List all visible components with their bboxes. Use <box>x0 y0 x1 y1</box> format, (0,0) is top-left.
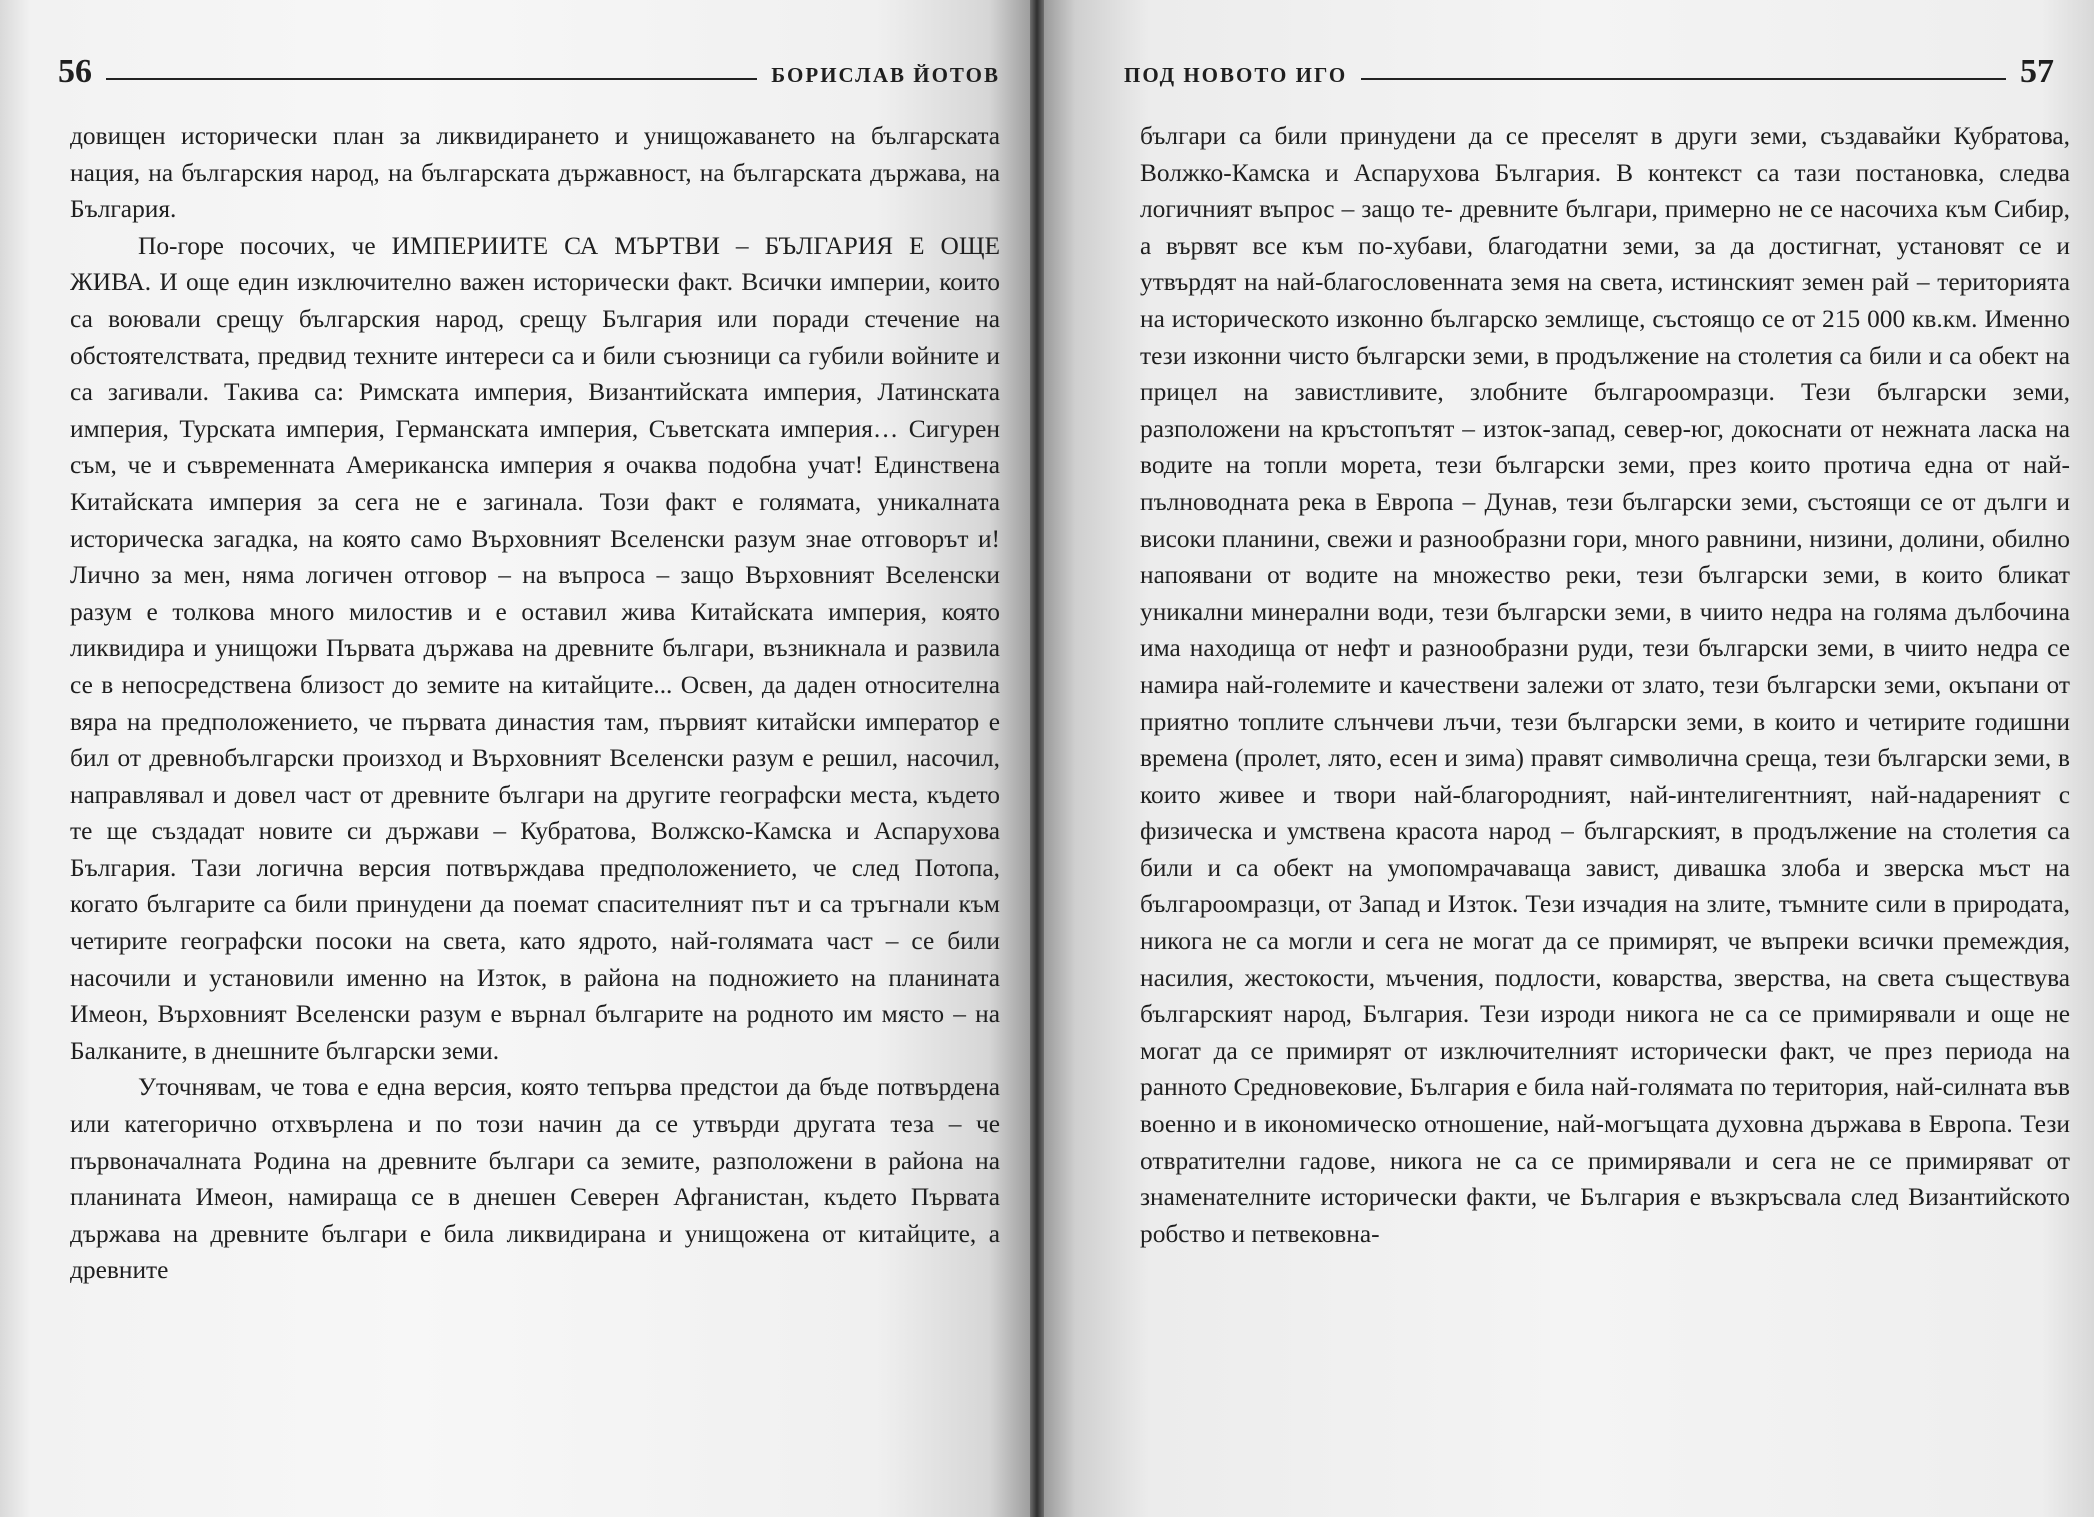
right-page-header <box>1124 52 2054 92</box>
header-rule <box>1361 78 2006 80</box>
running-title-chapter: ПОД НОВОТО ИГО <box>1124 63 1348 87</box>
right-page <box>1044 0 2094 1517</box>
header-rule <box>106 78 757 80</box>
page-number: 57 <box>2020 53 2054 90</box>
page-number: 56 <box>58 53 92 90</box>
paragraph: довищен исторически план за ликвидирането и унищожаването на българската нация, на българския народ, на българската държавност, на българската държава, на България. <box>70 122 1000 224</box>
left-page-header <box>58 52 1000 92</box>
paragraph: Уточнявам, че това е една версия, която тепърва предстои да бъде потвърдена или категорично отхвърлена и по този начин да се утвърди другата теза – че първоначалната Родина на древните българи са земите, разположени в района на планината Имеон, намираща се в днешен Северен Афганистан, където Първата държава на древните българи е била ликвидирана и унищожена от китайците, а древните <box>70 1073 1000 1285</box>
paragraph: българи са били принудени да се преселят в други земи, създавайки Кубратова, Волжко-Камска и Аспарухова България. В контекст са тази постановка, следва логичният въпрос – защо те- древните българи, примерно не се насочиха към Сибир, а вървят все към по-хубави, благодатни земи, за да достигнат, установят се и утвърдят на най-благословенната земя на света, истинският земен рай – територията на историческото изконно българско землище, състоящо се от 215 000 кв.км. Именно тези изконни чисто български земи, в продължение на столетия са били и са обект на прицел на завистливите, злобните българоомразци. Тези български земи, разположени на кръстопътят – изток-запад, север-юг, докоснати от нежната ласка на водите на топли морета, тези български земи, през които протича една от най-пълноводната река в Европа – Дунав, тези български земи, състоящи се от дълги и високи планини, свежи и разнообразни гори, много равнини, низини, долини, обилно напоявани от водите на множество реки, тези български земи, в които бликат уникални минерални води, тези български земи, в чиито недра на голяма дълбочина има находища от нефт и разнообразни руди, тези български земи, в чиито недра се намира най-големите и качествени залежи от злато, тези български земи, окъпани от приятно топлите слънчеви лъчи, тези български земи, в които и четирите годишни времена (пролет, лято, есен и зима) правят символична среща, тези български земи, в които живее и твори най-благородният, най-интелигентният, най-надареният с физическа и умствена красота народ – българският, в продължение на столетия са били и са обект на умопомрачаваща завист, дивашка злоба и зверска мъст на българоомразци, от Запад и Изток. Тези изчадия на злите, тъмните сили в природата, никога не са могли и сега не могат да се примирят, че въпреки всички премеждия, насилия, жестокости, мъчения, подлости, коварства, зверства, на света съществува българският народ, България. Тези изроди никога не са се примирявали и още не могат да се примирят от изключителният исторически факт, че през периода на ранното Средновековие, България е била най-голямата по територия, най-силната във военно и в икономическо отношение, най-могъщата духовна държава в Европа. Тези отвратителни гадове, никога не са се примирявали и сега не се примиряват от знаменателните исторически факти, че България е възкръсвала след Византийското робство и петвековна- <box>1140 122 2070 1248</box>
book-gutter <box>1030 0 1044 1517</box>
paragraph: По-горе посочих, че ИМПЕРИИТЕ СА МЪРТВИ – БЪЛГАРИЯ Е ОЩЕ ЖИВА. И още един изключително важен исторически факт. Всички империи, които са воювали срещу българския народ, срещу България или поради стечение на обстоятелствата, предвид техните интереси са и били съюзници са губили войните и са загивали. Такива са: Римската империя, Византийската империя, Латинската империя, Турската империя, Германската империя, Съветската империя… Сигурен съм, че и съвременната Американска империя я очаква подобна учат! Единствена Китайската империя за сега не е загинала. Този факт е голямата, уникалната историческа загадка, на която само Върховният Вселенски разум знае отговорът и! Лично за мен, няма логичен отговор – на въпроса – защо Върховният Вселенски разум е толкова много милостив и е оставил жива Китайската империя, която ликвидира и унищожи Първата държава на древните българи, възникнала и развила се в непосредствена близост до земите на китайците... Освен, да даден относителна вяра на предположението, че първата династия там, първият китайски император е бил от древнобългарски произход и Върховният Вселенски разум е решил, насочил, направлявал и довел част от древните българи на другите географски места, където те ще създадат новите си държави – Кубратова, Волжско-Камска и Аспарухова България. Тази логична версия потвърждава предположението, че след Потопа, когато българите са били принудени да поемат спасителният път и са тръгнали към четирите географски посоки на света, като ядрото, най-голямата част – се били насочили и установили именно на Изток, в района на подножието на планината Имеон, Върховният Вселенски разум е върнал българите на родното им място – на Балканите, в днешните български земи. <box>70 231 1000 1065</box>
left-page <box>0 0 1030 1517</box>
left-page-body <box>70 118 1000 1289</box>
right-page-body <box>1140 118 2070 1252</box>
running-title-author: БОРИСЛАВ ЙОТОВ <box>771 63 1000 87</box>
